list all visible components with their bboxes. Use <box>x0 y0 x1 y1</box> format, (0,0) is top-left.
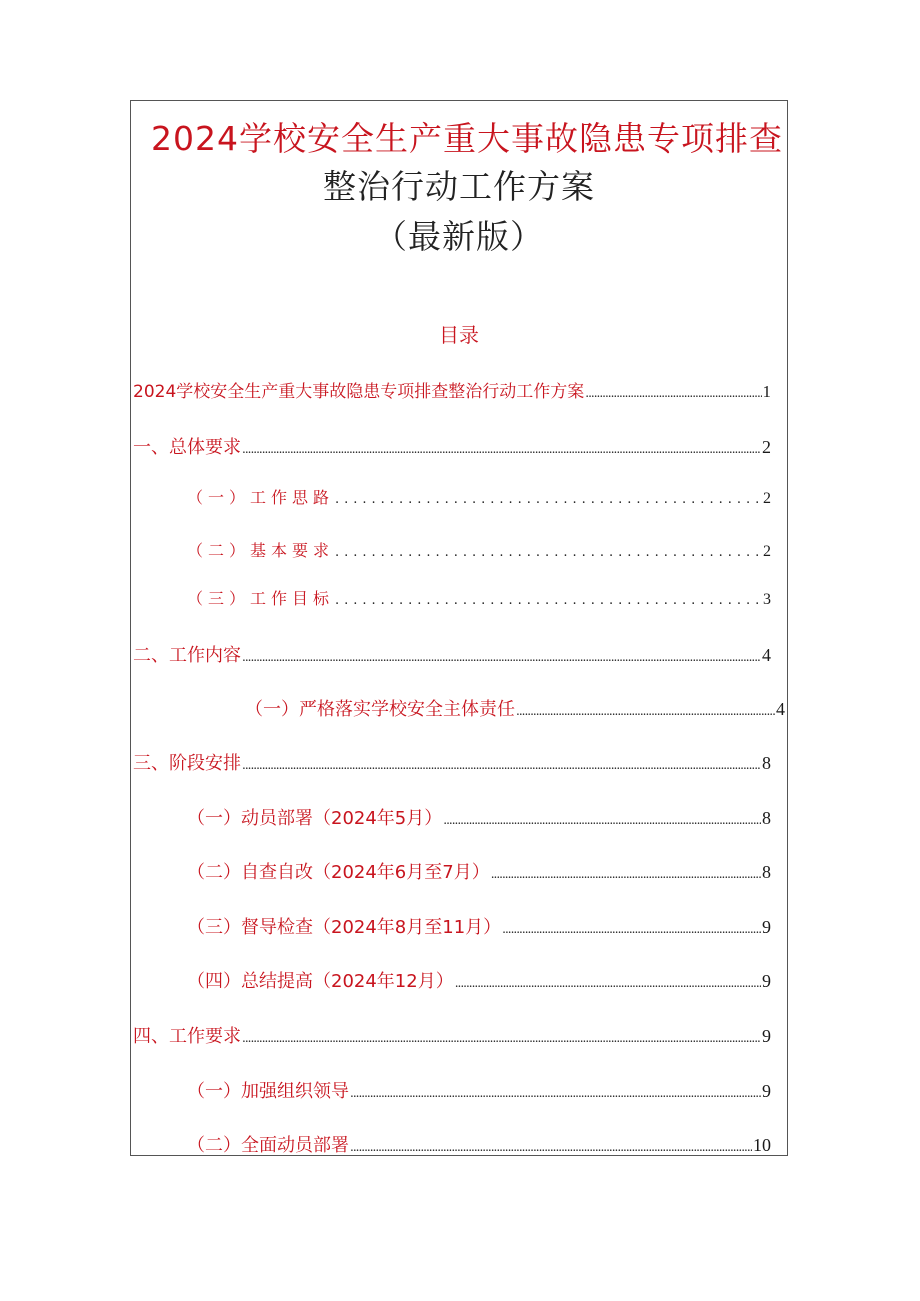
toc-leader-dots <box>502 922 761 936</box>
toc-leader-dots <box>242 1031 761 1045</box>
toc-entry-label: （四）总结提高（2024年12月） <box>187 971 454 992</box>
toc-entry[interactable] <box>187 1077 771 1103</box>
toc-entry-label: （一）严格落实学校安全主体责任 <box>245 699 515 720</box>
toc-entry-label: （二）自查自改（2024年6月至7月） <box>187 862 490 883</box>
toc-entry-label: 二、工作内容 <box>133 645 241 666</box>
toc-entry-label: （二）全面动员部署 <box>187 1135 349 1156</box>
toc-entry[interactable] <box>133 1022 771 1048</box>
toc-entry-label: （三）督导检查（2024年8月至11月） <box>187 917 502 938</box>
document-frame <box>130 100 788 1156</box>
toc-leader-dots <box>335 545 762 560</box>
toc-leader-dots <box>242 650 761 664</box>
toc-entry-label: （一）工作思路 <box>187 488 335 507</box>
toc-entry-page: 4 <box>762 645 771 665</box>
toc-entry-page: 9 <box>762 1026 771 1046</box>
toc-entry[interactable] <box>187 913 771 939</box>
toc-entry-page: 9 <box>762 917 771 937</box>
toc-entry-page: 3 <box>763 591 771 608</box>
toc-entry-page: 9 <box>762 971 771 991</box>
toc-leader-dots <box>491 867 761 881</box>
toc-entry[interactable] <box>187 538 771 561</box>
toc-entry[interactable] <box>187 586 771 609</box>
toc-entry-page: 4 <box>776 699 785 719</box>
toc-entry-page: 8 <box>762 808 771 828</box>
toc-entry-label: 2024学校安全生产重大事故隐患专项排查整治行动工作方案 <box>133 382 585 402</box>
toc-entry[interactable] <box>245 695 785 721</box>
toc-entry-label: 四、工作要求 <box>133 1026 241 1047</box>
toc-leader-dots <box>443 813 761 827</box>
toc-entry[interactable] <box>133 433 771 459</box>
toc-entry[interactable] <box>187 485 771 508</box>
toc-entry[interactable] <box>133 377 771 402</box>
toc-entry-page: 2 <box>762 437 771 457</box>
document-title-line3: （最新版） <box>374 217 544 256</box>
document-title-line1: 2024学校安全生产重大事故隐患专项排查 <box>151 119 783 158</box>
toc-entry[interactable] <box>133 641 771 667</box>
toc-entry-page: 2 <box>763 543 771 560</box>
document-title-line2: 整治行动工作方案 <box>323 167 595 206</box>
toc-entry[interactable] <box>187 1131 771 1157</box>
toc-entry-label: （二）基本要求 <box>187 541 335 560</box>
toc-entry-page: 2 <box>763 490 771 507</box>
toc-leader-dots <box>242 758 761 772</box>
toc-entry-page: 1 <box>762 382 771 401</box>
toc-leader-dots <box>335 593 762 608</box>
toc-entry-label: 三、阶段安排 <box>133 753 241 774</box>
toc-leader-dots <box>335 492 762 507</box>
toc-leader-dots <box>350 1086 761 1100</box>
toc-entry-page: 10 <box>753 1135 771 1155</box>
toc-entry[interactable] <box>187 967 771 993</box>
toc-entry-page: 8 <box>762 862 771 882</box>
toc-entry[interactable] <box>187 858 771 884</box>
toc-entry-page: 8 <box>762 753 771 773</box>
toc-heading: 目录 <box>439 323 479 347</box>
toc-entry-label: （三）工作目标 <box>187 589 335 608</box>
toc-entry[interactable] <box>133 749 771 775</box>
toc-entry-page: 9 <box>762 1081 771 1101</box>
toc-entry-label: （一）加强组织领导 <box>187 1081 349 1102</box>
toc-entry[interactable] <box>187 804 771 830</box>
toc-leader-dots <box>242 442 761 456</box>
toc-leader-dots <box>455 976 761 990</box>
toc-leader-dots <box>585 386 761 400</box>
toc-leader-dots <box>350 1140 752 1154</box>
toc-entry-label: （一）动员部署（2024年5月） <box>187 808 443 829</box>
toc-entry-label: 一、总体要求 <box>133 437 241 458</box>
toc-leader-dots <box>516 704 775 718</box>
